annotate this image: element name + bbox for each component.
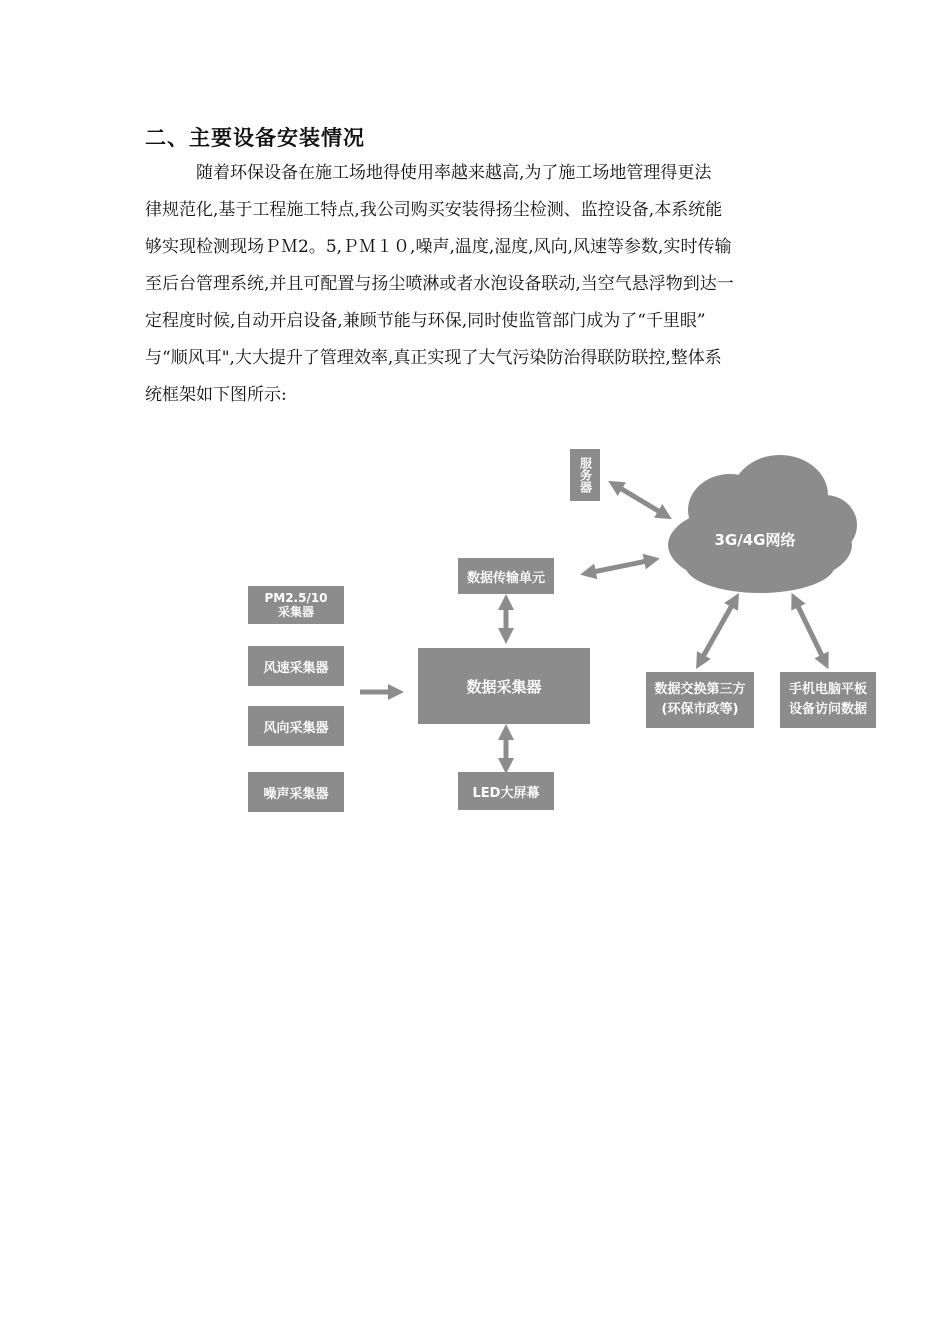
- led-screen-label: LED大屏幕: [472, 785, 540, 801]
- data-collector-box: [418, 648, 590, 724]
- paragraph-line: 够实现检测现场ＰＭ2。5,ＰＭ１０,噪声,温度,湿度,风向,风速等参数,实时传输: [145, 237, 732, 257]
- pm-sensor-label-2: 采集器: [277, 605, 314, 619]
- network-label: 3G/4G网络: [714, 530, 796, 549]
- third-party-label-1: 数据交换第三方: [654, 682, 746, 697]
- pm-sensor-label-1: PM2.5/10: [264, 591, 328, 605]
- data-collector-label: 数据采集器: [466, 677, 542, 696]
- wind-speed-sensor-label: 风速采集器: [263, 660, 329, 676]
- paragraph-line: 统框架如下图所示:: [145, 385, 287, 405]
- arrow-network-mobile: [795, 600, 825, 662]
- wind-direction-sensor-label: 风向采集器: [263, 720, 329, 736]
- transmission-unit-label: 数据传输单元: [466, 570, 545, 586]
- wind-direction-sensor-box: [248, 706, 344, 746]
- pm-sensor-box: [248, 586, 344, 624]
- mobile-access-label-2: 设备访问数据: [788, 702, 867, 717]
- third-party-box: [646, 672, 754, 728]
- section-heading: 二、主要设备安装情况: [145, 126, 365, 150]
- paragraph-line: 与“顺风耳",大大提升了管理效率,真正实现了大气污染防治得联防联控,整体系: [145, 348, 722, 368]
- paragraph-line: 律规范化,基于工程施工特点,我公司购买安装得扬尘检测、监控设备,本系统能: [145, 200, 723, 220]
- network-label-box: [700, 525, 810, 553]
- arrow-server-network: [615, 485, 665, 515]
- noise-sensor-label: 噪声采集器: [263, 786, 329, 802]
- paragraph-line: 定程度时候,自动开启设备,兼顾节能与环保,同时使监管部门成为了“千里眼”: [145, 311, 706, 331]
- paragraph-line: 随着环保设备在施工场地得使用率越来越高,为了施工场地管理得更法: [145, 163, 712, 183]
- transmission-unit-box: [458, 558, 554, 594]
- paragraph-line: 至后台管理系统,并且可配置与扬尘喷淋或者水泡设备联动,当空气悬浮物到达一: [145, 274, 734, 294]
- arrow-network-thirdparty: [700, 600, 735, 662]
- mobile-access-box: [780, 672, 876, 728]
- wind-speed-sensor-box: [248, 646, 344, 686]
- mobile-access-label-1: 手机电脑平板: [788, 682, 867, 697]
- server-box: [570, 449, 600, 501]
- cloud-shape: [668, 455, 857, 593]
- noise-sensor-box: [248, 772, 344, 812]
- led-screen-box: [458, 772, 554, 810]
- arrow-transmission-network: [588, 560, 652, 573]
- server-label: 服务器: [578, 457, 593, 493]
- third-party-label-2: (环保市政等): [661, 702, 739, 717]
